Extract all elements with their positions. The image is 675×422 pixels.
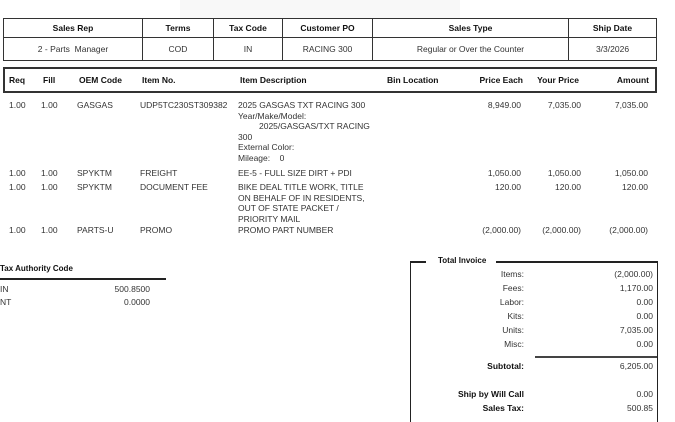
col-item-no: Item No.: [142, 75, 176, 85]
col-amount: Amount: [616, 75, 649, 85]
total-value: 7,035.00: [619, 325, 653, 335]
sales-rep-value: 2 - Parts Manager: [4, 38, 143, 60]
tax-code: NT: [0, 297, 12, 307]
ship-will-call-value: 0.00: [636, 389, 653, 399]
col-your-price: Your Price: [537, 75, 579, 85]
your-price-value: 120.00: [555, 182, 581, 192]
order-header-table: [3, 18, 657, 61]
tax-amount: 500.8500: [114, 284, 150, 294]
req-value: 1.00: [9, 225, 26, 235]
col-oem-code: OEM Code: [79, 75, 122, 85]
total-invoice-border: [496, 261, 658, 263]
sales-type-value: Regular or Over the Counter: [373, 38, 569, 60]
fill-value: 1.00: [41, 168, 58, 178]
amount-value: 7,035.00: [614, 100, 648, 110]
oem-code-value: SPYKTM: [77, 168, 112, 178]
header-labels-row: [4, 19, 656, 38]
item-description: [238, 100, 378, 163]
oem-code-value: PARTS-U: [77, 225, 114, 235]
tax-code: IN: [0, 284, 9, 294]
description-line: 2025 GASGAS TXT RACING 300: [238, 100, 366, 110]
tax-authority-row: [0, 297, 150, 307]
line-item-row: [3, 96, 657, 164]
header-ship-date-label: Ship Date: [592, 23, 633, 33]
description-line: 300: [238, 131, 253, 142]
description-line: PROMO PART NUMBER: [238, 225, 334, 235]
line-item-row: [3, 221, 657, 235]
tax-code-value: IN: [214, 38, 283, 60]
col-fill: Fill: [43, 75, 56, 85]
sales-tax-label: Sales Tax:: [482, 403, 524, 413]
col-item-description: Item Description: [240, 75, 307, 85]
total-value: 0.00: [636, 311, 653, 321]
subtotal-value: 6,205.00: [619, 361, 653, 371]
header-customer-po-label: Customer PO: [283, 19, 373, 37]
total-value: 0.00: [636, 297, 653, 307]
your-price-value: 7,035.00: [547, 100, 581, 110]
item-no-value: PROMO: [140, 225, 173, 235]
total-value: 1,170.00: [619, 283, 653, 293]
total-label: Units:: [502, 325, 524, 335]
price-each-value: 8,949.00: [487, 100, 521, 110]
line-item-row: [3, 164, 657, 178]
col-req: Req: [9, 75, 26, 85]
col-bin-location: Bin Location: [387, 75, 439, 85]
req-value: 1.00: [9, 182, 26, 192]
item-description: [238, 182, 378, 224]
req-value: 1.00: [9, 100, 26, 110]
col-price-each: Price Each: [479, 75, 523, 85]
total-label: Items:: [500, 269, 524, 279]
tax-amount: 0.0000: [124, 297, 150, 307]
tax-authority-divider: [0, 278, 166, 280]
top-shade: [180, 0, 460, 18]
line-item-row: [3, 178, 657, 224]
fill-value: 1.00: [41, 182, 58, 192]
item-no-value: FREIGHT: [140, 168, 178, 178]
tax-authority-row: [0, 284, 150, 294]
price-each-value: 1,050.00: [487, 168, 521, 178]
total-label: Labor:: [499, 297, 524, 307]
item-no-value: DOCUMENT FEE: [140, 182, 208, 192]
fill-value: 1.00: [41, 100, 58, 110]
description-line: 2025/GASGAS/TXT RACING: [259, 121, 370, 131]
description-line: External Color:: [238, 142, 295, 152]
header-sales-rep-label: Sales Rep: [4, 19, 143, 37]
total-invoice-title: Total Invoice: [438, 256, 487, 265]
oem-code-value: SPYKTM: [77, 182, 112, 192]
description-line: BIKE DEAL TITLE WORK, TITLE: [238, 182, 364, 192]
description-line: Year/Make/Model:: [238, 110, 307, 121]
description-line: Mileage: 0: [238, 152, 285, 163]
sales-tax-value: 500.85: [627, 403, 653, 413]
description-line: ON BEHALF OF IN RESIDENTS,: [238, 192, 365, 203]
line-items-header: [3, 67, 657, 93]
price-each-value: (2,000.00): [482, 225, 521, 235]
amount-value: 1,050.00: [614, 168, 648, 178]
item-no-value: UDP5TC230ST309382: [140, 100, 228, 110]
header-terms-label: Terms: [143, 19, 214, 37]
subtotal-label: Subtotal:: [487, 361, 524, 371]
total-label: Misc:: [504, 339, 524, 349]
req-value: 1.00: [9, 168, 26, 178]
description-line: OUT OF STATE PACKET /: [238, 203, 339, 213]
your-price-value: 1,050.00: [547, 168, 581, 178]
total-invoice-border: [410, 261, 426, 263]
header-values-row: [4, 38, 656, 60]
subtotal-divider: [535, 356, 657, 358]
total-label: Fees:: [502, 283, 524, 293]
amount-value: 120.00: [622, 182, 648, 192]
item-description: [238, 225, 378, 236]
tax-authority-title: Tax Authority Code: [0, 264, 73, 273]
description-line: EE-5 - FULL SIZE DIRT + PDI: [238, 168, 352, 178]
customer-po-value: RACING 300: [283, 38, 373, 60]
terms-value: COD: [143, 38, 214, 60]
your-price-value: (2,000.00): [542, 225, 581, 235]
amount-value: (2,000.00): [609, 225, 648, 235]
description-line: PRIORITY MAIL: [238, 213, 301, 224]
total-label: Kits:: [507, 311, 524, 321]
total-value: 0.00: [636, 339, 653, 349]
line-items: [3, 96, 657, 235]
ship-will-call-label: Ship by Will Call: [457, 389, 524, 399]
fill-value: 1.00: [41, 225, 58, 235]
price-each-value: 120.00: [495, 182, 521, 192]
total-value: (2,000.00): [614, 269, 653, 279]
header-sales-type-label: Sales Type: [373, 19, 569, 37]
oem-code-value: GASGAS: [77, 100, 113, 110]
header-tax-code-label: Tax Code: [214, 19, 283, 37]
ship-date-value: 3/3/2026: [595, 44, 630, 54]
item-description: [238, 168, 378, 179]
